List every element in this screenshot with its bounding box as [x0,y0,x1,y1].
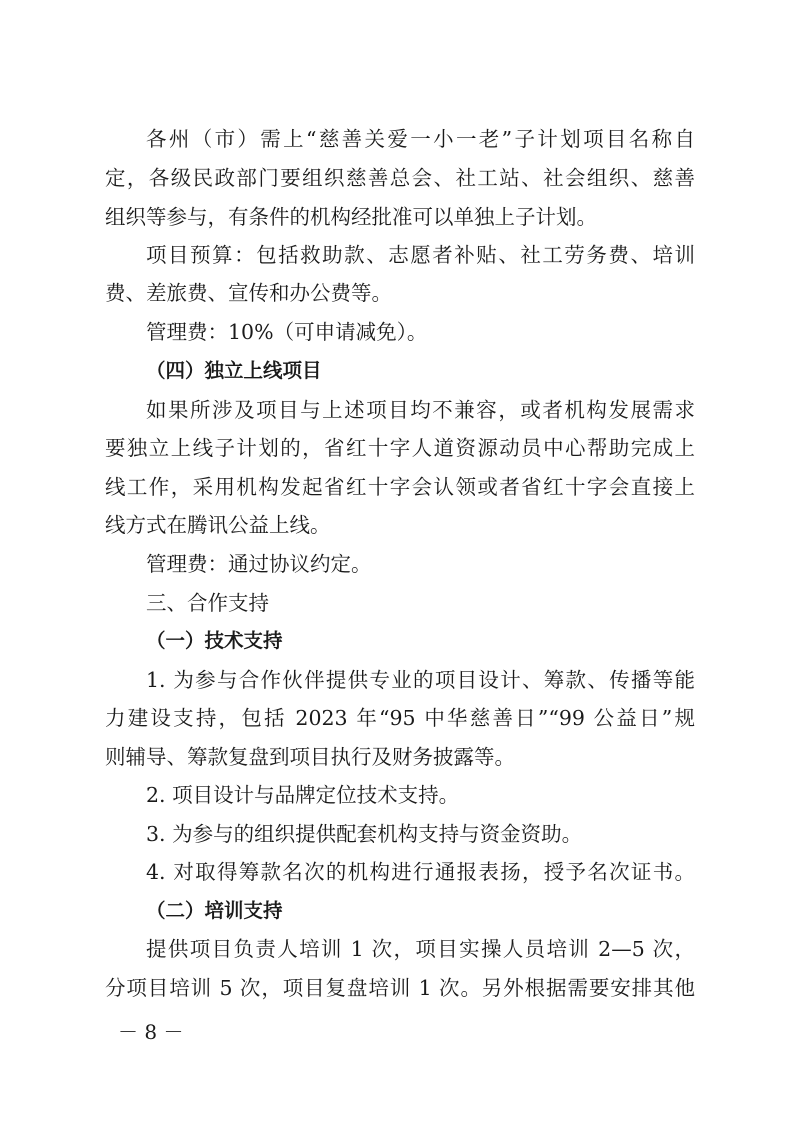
paragraph-line: 3. 为参与的组织提供配套机构支持与资金资助。 [146,822,583,846]
paragraph-line: 分项目培训 5 次，项目复盘培训 1 次。另外根据需要安排其他 [105,976,695,1000]
paragraph-line: 线工作，采用机构发起省红十字会认领或者省红十字会直接上 [105,475,695,499]
section-heading: （一）技术支持 [146,629,283,652]
paragraph-line: 管理费：10%（可申请减免）。 [146,320,428,344]
paragraph-line: 则辅导、筹款复盘到项目执行及财务披露等。 [105,745,515,769]
section-heading: （二）培训支持 [146,899,283,922]
paragraph-line: 定，各级民政部门要组织慈善总会、社工站、社会组织、慈善 [105,166,695,190]
paragraph-line: 各州（市）需上“慈善关爱一小一老”子计划项目名称自 [146,127,695,151]
paragraph-line: 如果所涉及项目与上述项目均不兼容，或者机构发展需求 [146,398,695,422]
paragraph-line: 4. 对取得筹款名次的机构进行通报表扬，授予名次证书。 [146,860,695,884]
section-heading: （四）独立上线项目 [146,359,322,382]
paragraph-line: 力建设支持，包括 2023 年“95 中华慈善日”“99 公益日”规 [105,706,695,730]
paragraph-line: 1. 为参与合作伙伴提供专业的项目设计、筹款、传播等能 [146,668,695,692]
paragraph-line: 提供项目负责人培训 1 次，项目实操人员培训 2—5 次， [146,937,695,961]
paragraph-line: 管理费：通过协议约定。 [146,552,372,576]
section-heading: 三、合作支持 [146,591,269,615]
paragraph-line: 费、差旅费、宣传和办公费等。 [105,281,392,305]
page-number: － 8 － [118,1020,184,1044]
paragraph-line: 2. 项目设计与品牌定位技术支持。 [146,783,460,807]
paragraph-line: 要独立上线子计划的，省红十字人道资源动员中心帮助完成上 [105,436,695,460]
paragraph-line: 组织等参与，有条件的机构经批准可以单独上子计划。 [105,205,597,229]
paragraph-line: 线方式在腾讯公益上线。 [105,513,331,537]
paragraph-line: 项目预算：包括救助款、志愿者补贴、社工劳务费、培训 [146,243,695,267]
